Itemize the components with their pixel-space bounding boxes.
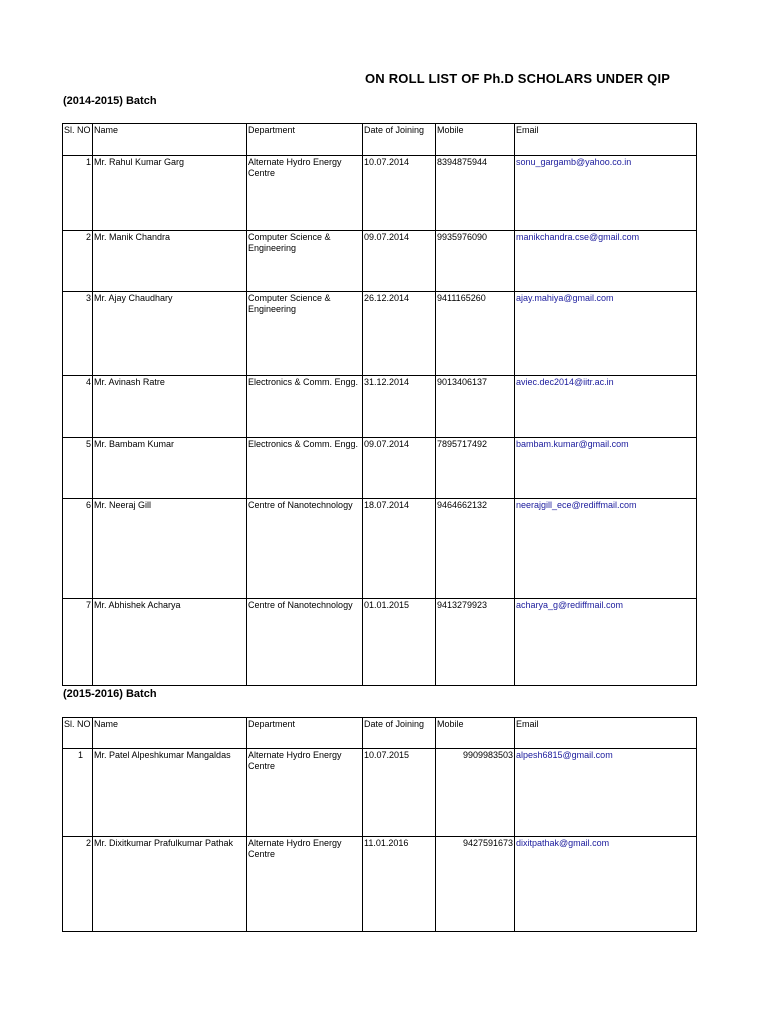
sl-no-cell: 2 [63,837,93,932]
sl-no-cell: 6 [63,499,93,599]
name-cell: Mr. Ajay Chaudhary [93,292,247,376]
department-cell: Computer Science & Engineering [247,231,363,292]
email-link[interactable]: sonu_gargamb@yahoo.co.in [515,156,697,231]
date-of-joining-cell: 11.01.2016 [363,837,436,932]
name-cell: Mr. Avinash Ratre [93,376,247,438]
name-cell: Mr. Dixitkumar Prafulkumar Pathak [93,837,247,932]
table-row [63,499,697,599]
sl-no-cell: 7 [63,599,93,686]
table-row [63,156,697,231]
header-email: Email [515,124,697,156]
mobile-cell: 9413279923 [436,599,515,686]
header-mobile: Mobile [436,124,515,156]
mobile-cell: 8394875944 [436,156,515,231]
date-of-joining-cell: 10.07.2015 [363,749,436,837]
header-date-of-joining: Date of Joining [363,718,436,749]
scholars-table-2014-2015 [62,123,697,686]
mobile-cell: 9909983503 [436,749,515,837]
header-name: Name [93,124,247,156]
page-title: ON ROLL LIST OF Ph.D SCHOLARS UNDER QIP [365,71,671,86]
date-of-joining-cell: 01.01.2015 [363,599,436,686]
department-cell: Alternate Hydro Energy Centre [247,749,363,837]
email-link[interactable]: alpesh6815@gmail.com [515,749,697,837]
department-cell: Electronics & Comm. Engg. [247,438,363,499]
name-cell: Mr. Bambam Kumar [93,438,247,499]
department-cell: Electronics & Comm. Engg. [247,376,363,438]
table-row [63,749,697,837]
batch-heading-2015-2016: (2015-2016) Batch [63,688,157,700]
mobile-cell: 9464662132 [436,499,515,599]
table-row [63,837,697,932]
name-cell: Mr. Neeraj Gill [93,499,247,599]
mobile-cell: 7895717492 [436,438,515,499]
header-email: Email [515,718,697,749]
department-cell: Centre of Nanotechnology [247,599,363,686]
date-of-joining-cell: 09.07.2014 [363,438,436,499]
header-name: Name [93,718,247,749]
department-cell: Alternate Hydro Energy Centre [247,837,363,932]
sl-no-cell: 4 [63,376,93,438]
department-cell: Centre of Nanotechnology [247,499,363,599]
table-row [63,599,697,686]
header-date-of-joining: Date of Joining [363,124,436,156]
header-department: Department [247,124,363,156]
name-cell: Mr. Manik Chandra [93,231,247,292]
header-sl-no: Sl. NO [63,718,93,749]
table-header-row [63,124,697,156]
date-of-joining-cell: 26.12.2014 [363,292,436,376]
email-link[interactable]: ajay.mahiya@gmail.com [515,292,697,376]
date-of-joining-cell: 18.07.2014 [363,499,436,599]
sl-no-cell: 2 [63,231,93,292]
department-cell: Alternate Hydro Energy Centre [247,156,363,231]
name-cell: Mr. Rahul Kumar Garg [93,156,247,231]
sl-no-cell: 1 [63,749,93,837]
sl-no-cell: 5 [63,438,93,499]
mobile-cell: 9411165260 [436,292,515,376]
table-row [63,438,697,499]
email-link[interactable]: neerajgill_ece@rediffmail.com [515,499,697,599]
date-of-joining-cell: 31.12.2014 [363,376,436,438]
mobile-cell: 9427591673 [436,837,515,932]
email-link[interactable]: aviec.dec2014@iitr.ac.in [515,376,697,438]
batch-heading-2014-2015: (2014-2015) Batch [63,95,157,107]
table-header-row [63,718,697,749]
name-cell: Mr. Patel Alpeshkumar Mangaldas [93,749,247,837]
header-mobile: Mobile [436,718,515,749]
table-row [63,376,697,438]
header-sl-no: Sl. NO [63,124,93,156]
mobile-cell: 9935976090 [436,231,515,292]
email-link[interactable]: bambam.kumar@gmail.com [515,438,697,499]
scholars-table-2015-2016 [62,717,697,932]
email-link[interactable]: acharya_g@rediffmail.com [515,599,697,686]
date-of-joining-cell: 09.07.2014 [363,231,436,292]
table-row [63,292,697,376]
mobile-cell: 9013406137 [436,376,515,438]
table-row [63,231,697,292]
email-link[interactable]: dixitpathak@gmail.com [515,837,697,932]
name-cell: Mr. Abhishek Acharya [93,599,247,686]
sl-no-cell: 3 [63,292,93,376]
sl-no-cell: 1 [63,156,93,231]
header-department: Department [247,718,363,749]
department-cell: Computer Science & Engineering [247,292,363,376]
email-link[interactable]: manikchandra.cse@gmail.com [515,231,697,292]
date-of-joining-cell: 10.07.2014 [363,156,436,231]
